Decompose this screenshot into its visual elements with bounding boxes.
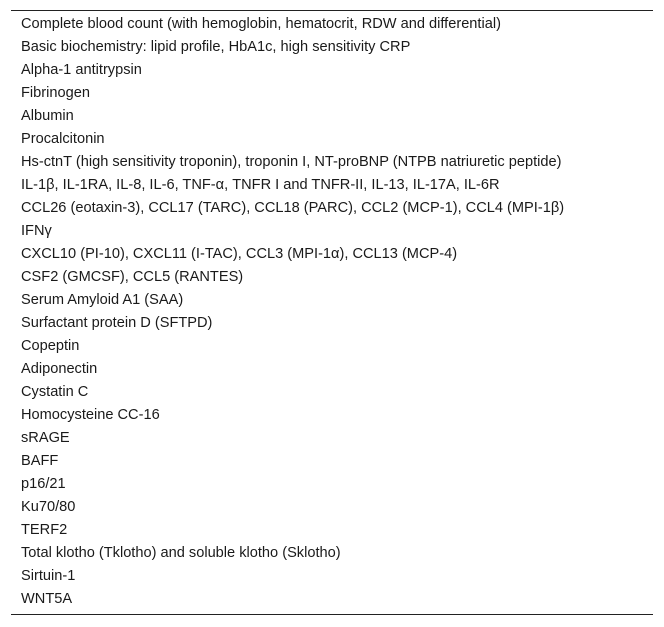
table-row: Hs-ctnT (high sensitivity troponin), troponin I, NT-proBNP (NTPB natriuretic peptide) [21, 154, 562, 170]
table-row: Complete blood count (with hemoglobin, hematocrit, RDW and differential) [21, 16, 501, 32]
table-row: CSF2 (GMCSF), CCL5 (RANTES) [21, 269, 244, 285]
table-row: p16/21 [21, 476, 66, 492]
table-row: IL-1β, IL-1RA, IL-8, IL-6, TNF-α, TNFR I and TNFR-II, IL-13, IL-17A, IL-6R [21, 177, 500, 193]
table-row: Homocysteine CC-16 [21, 407, 160, 423]
table-row: Ku70/80 [21, 499, 76, 515]
table-row: Sirtuin-1 [21, 568, 76, 584]
table-row: CXCL10 (PI-10), CXCL11 (I-TAC), CCL3 (MPI-1α), CCL13 (MCP-4) [21, 246, 458, 262]
table-row: Procalcitonin [21, 131, 105, 147]
table-row: Alpha-1 antitrypsin [21, 62, 142, 78]
table-row: Albumin [21, 108, 74, 124]
table-row: Cystatin C [21, 384, 89, 400]
table-row: Surfactant protein D (SFTPD) [21, 315, 213, 331]
table-row: TERF2 [21, 522, 68, 538]
table-row: IFNγ [21, 223, 52, 239]
table-row: Total klotho (Tklotho) and soluble klotho (Sklotho) [21, 545, 341, 561]
table-row: CCL26 (eotaxin-3), CCL17 (TARC), CCL18 (PARC), CCL2 (MCP-1), CCL4 (MPI-1β) [21, 200, 565, 216]
biomarker-list [11, 11, 653, 614]
table-row: BAFF [21, 453, 59, 469]
table-row: Copeptin [21, 338, 80, 354]
table-row: Fibrinogen [21, 85, 90, 101]
table-row: sRAGE [21, 430, 70, 446]
biomarker-table [11, 10, 653, 615]
table-row: WNT5A [21, 591, 73, 607]
table-row: Basic biochemistry: lipid profile, HbA1c, high sensitivity CRP [21, 39, 411, 55]
table-row: Adiponectin [21, 361, 98, 377]
table-row: Serum Amyloid A1 (SAA) [21, 292, 184, 308]
